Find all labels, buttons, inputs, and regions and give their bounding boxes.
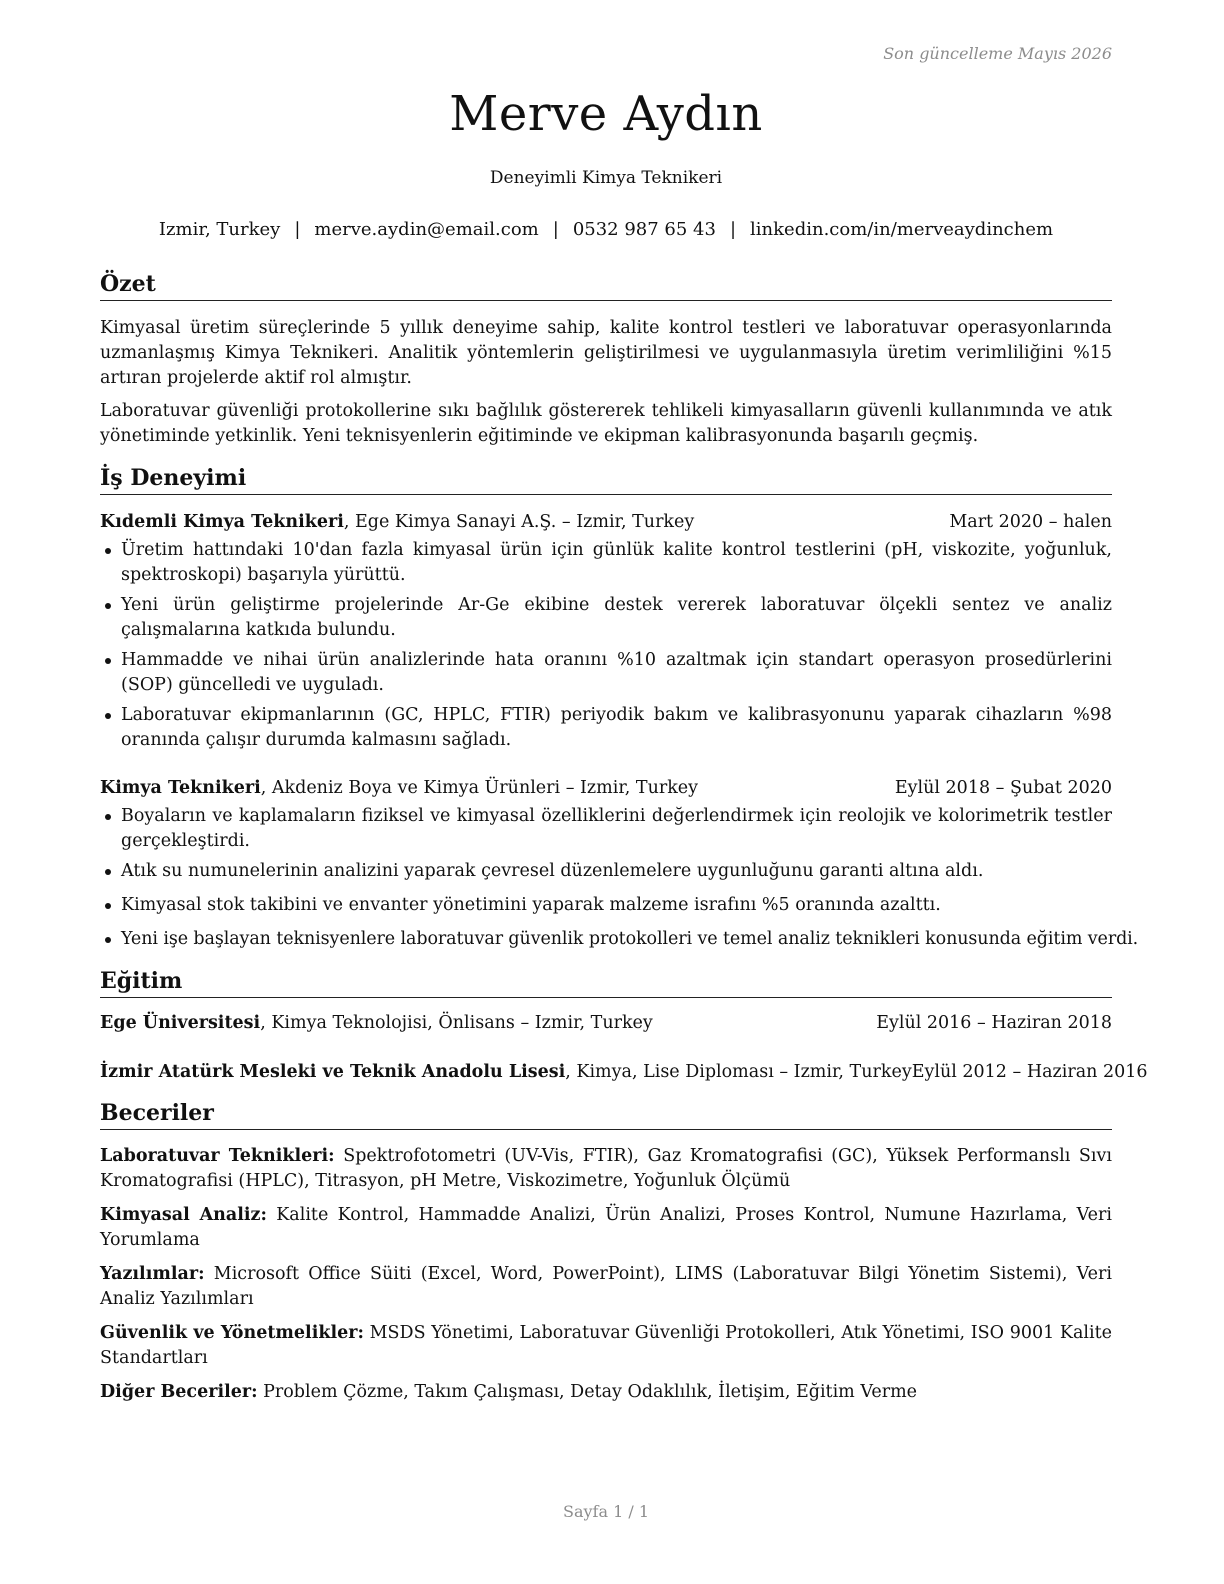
skill-label: Kimyasal Analiz: [100,1205,267,1225]
job-bullet: Laboratuvar ekipmanlarının (GC, HPLC, FTIR) periyodik bakım ve kalibrasyonunu yaparak cihazların %98 oranında çalışır durumda kalmasını sağladı. [100,703,1112,753]
contact-linkedin[interactable]: linkedin.com/in/merveaydinchem [750,219,1054,240]
contact-line [100,219,1112,240]
job-title: Deneyimli Kimya Teknikeri [489,168,723,188]
contact-separator: | [729,219,737,240]
job-header [100,510,1112,535]
skill-line [100,1321,1112,1371]
page-number: Sayfa 1 / 1 [562,1502,649,1521]
job-company: , Ege Kimya Sanayi A.Ş. – Izmir, Turkey [343,512,695,532]
job-bullet: Yeni ürün geliştirme projelerinde Ar-Ge ekibine destek vererek laboratuvar ölçekli sentez ve analiz çalışmalarına katkıda bulundu. [100,593,1112,643]
skill-text: Spektrofotometri (UV-Vis, FTIR), Gaz Kromatografisi (GC), Yüksek Performanslı Sıvı Kromatografisi (HPLC), Titrasyon, pH Metre, Viskozimetre, Yoğunluk Ölçümü [100,1146,1112,1191]
contact-separator: | [552,219,559,240]
summary-paragraph: Kimyasal üretim süreçlerinde 5 yıllık deneyime sahip, kalite kontrol testleri ve laboratuvar operasyonlarında uzmanlaşmış Kimya Teknikeri. Analitik yöntemlerin geliştirilmesi ve uygulanmasıyla üretim verimliliğini %15 artıran projelerde aktif rol almıştır. [100,318,1112,388]
skill-label: Diğer Beceriler: [100,1382,258,1402]
education-heading: Eğitim [100,967,1112,998]
job-bullet: Hammadde ve nihai ürün analizlerinde hata oranını %10 azaltmak için standart operasyon prosedürlerini (SOP) güncelledi ve uyguladı. [100,648,1112,698]
contact-separator: | [294,219,301,240]
experience-heading: İş Deneyimi [100,464,1112,495]
education-dates: Eylül 2012 – Haziran 2016 [911,1062,1148,1082]
skill-line [100,1144,1112,1194]
education-school: İzmir Atatürk Mesleki ve Teknik Anadolu Lisesi [100,1062,566,1082]
education-item [100,1060,1148,1085]
last-updated: Son güncelleme Mayıs 2026 [883,44,1112,63]
person-name: Merve Aydın [449,86,763,142]
education-detail: , Kimya Teknolojisi, Önlisans – Izmir, Turkey [260,1013,653,1033]
skill-text: Microsoft Office Süiti (Excel, Word, PowerPoint), LIMS (Laboratuvar Bilgi Yönetim Sistemi), Veri Analiz Yazılımları [100,1264,1112,1309]
job-bullets [100,804,1139,952]
skill-line [100,1380,1112,1405]
education-item [100,1011,1112,1036]
skill-label: Yazılımlar: [100,1264,205,1284]
summary-paragraph: Laboratuvar güvenliği protokollerine sıkı bağlılık göstererek tehlikeli kimyasalların güvenli kullanımında ve atık yönetiminde yetkinlik. Yeni teknisyenlerin eğitiminde ve ekipman kalibrasyonunda başarılı geçmiş. [100,401,1112,446]
education-school: Ege Üniversitesi [100,1013,261,1033]
education-school-detail [100,1011,653,1036]
job-bullet: Yeni işe başlayan teknisyenlere laboratuvar güvenlik protokolleri ve temel analiz teknikleri konusunda eğitim verdi. [100,927,1112,952]
contact-phone[interactable]: 0532 987 65 43 [572,219,716,240]
skill-line [100,1203,1112,1253]
education-school-detail [100,1060,912,1085]
skill-label: Güvenlik ve Yönetmelikler: [100,1323,364,1343]
job-bullet: Üretim hattındaki 10'dan fazla kimyasal ürün için günlük kalite kontrol testlerini (pH, viskozite, yoğunluk, spektroskopi) başarıyla yürüttü. [100,538,1112,588]
job-bullets [100,538,1112,753]
skills-heading: Beceriler [100,1099,1112,1130]
education-dates: Eylül 2016 – Haziran 2018 [876,1013,1112,1033]
job-dates: Eylül 2018 – Şubat 2020 [894,778,1112,798]
education-detail: , Kimya, Lise Diploması – Izmir, Turkey [565,1062,912,1082]
job-role: Kıdemli Kimya Teknikeri [100,512,344,532]
job-role-company [100,510,694,535]
contact-email[interactable]: merve.aydin@email.com [314,219,539,240]
job-header [100,776,1112,801]
job-dates: Mart 2020 – halen [949,512,1112,532]
job-bullet: Boyaların ve kaplamaların fiziksel ve kimyasal özelliklerini değerlendirmek için reolojik ve kolorimetrik testler gerçekleştirdi. [100,804,1112,854]
summary-heading: Özet [100,270,1112,301]
resume-content [100,270,1148,1405]
contact-location: Izmir, Turkey [158,219,281,240]
job-company: , Akdeniz Boya ve Kimya Ürünleri – Izmir, Turkey [260,778,699,798]
skill-label: Laboratuvar Teknikleri: [100,1146,335,1166]
job-bullet: Atık su numunelerinin analizini yaparak çevresel düzenlemelere uygunluğunu garanti altına aldı. [100,859,1112,884]
skill-text: Kalite Kontrol, Hammadde Analizi, Ürün Analizi, Proses Kontrol, Numune Hazırlama, Veri Yorumlama [100,1205,1112,1250]
skill-text: MSDS Yönetimi, Laboratuvar Güvenliği Protokolleri, Atık Yönetimi, ISO 9001 Kalite Standartları [100,1323,1112,1368]
skill-line [100,1262,1112,1312]
resume-page [100,0,1148,1584]
job-bullet: Kimyasal stok takibini ve envanter yönetimini yaparak malzeme israfını %5 oranında azalttı. [100,893,1112,918]
job-role-company [100,776,698,801]
job-role: Kimya Teknikeri [100,778,261,798]
skill-text: Problem Çözme, Takım Çalışması, Detay Odaklılık, İletişim, Eğitim Verme [257,1382,918,1402]
